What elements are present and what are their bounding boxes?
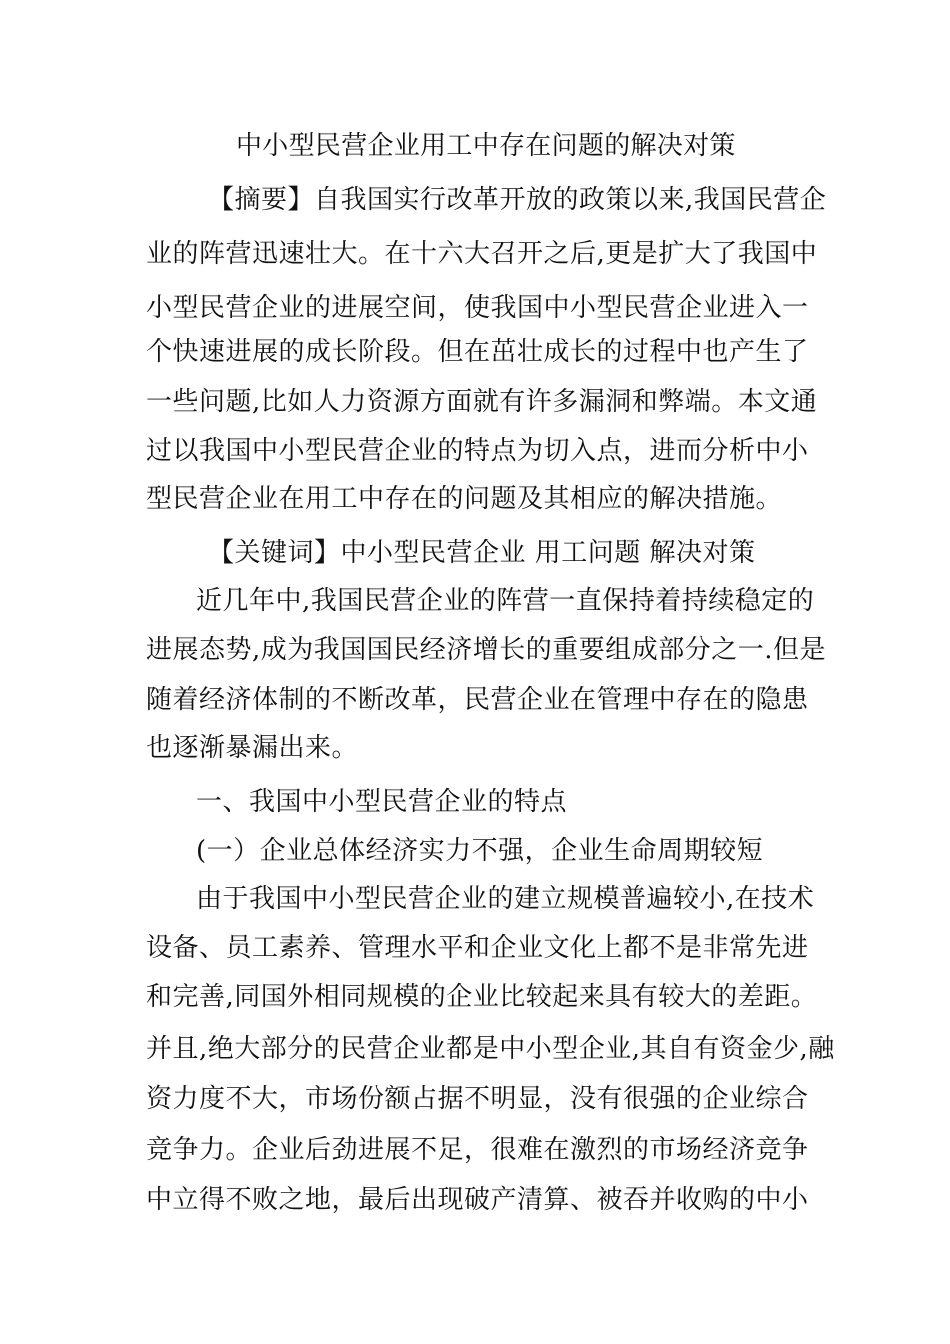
section-heading: 一、我国中小型民营企业的特点 [196, 787, 568, 817]
body-line: 随着经济体制的不断改革，民营企业在管理中存在的隐患 [146, 685, 809, 715]
body-line: 和完善,同国外相同规模的企业比较起来具有较大的差距。 [146, 982, 818, 1012]
document-title: 中小型民营企业用工中存在问题的解决对策 [236, 131, 736, 161]
body-line: 设备、员工素养、管理水平和企业文化上都不是非常先进 [146, 933, 809, 963]
body-line: 竞争力。企业后劲进展不足，很难在激烈的市场经济竞争 [146, 1135, 809, 1165]
subsection-heading: (一）企业总体经济实力不强，企业生命周期较短 [196, 836, 764, 866]
body-line: 资力度不大，市场份额占据不明显，没有很强的企业综合 [146, 1084, 809, 1114]
body-line: 近几年中,我国民营企业的阵营一直保持着持续稳定的 [196, 586, 815, 616]
abstract-line: 小型民营企业的进展空间，使我国中小型民营企业进入一 [146, 293, 809, 323]
abstract-line: 一些问题,比如人力资源方面就有许多漏洞和弊端。本文通 [146, 387, 818, 417]
body-line: 进展态势,成为我国国民经济增长的重要组成部分之一.但是 [146, 635, 827, 665]
abstract-line: 型民营企业在用工中存在的问题及其相应的解决措施。 [146, 484, 783, 514]
abstract-line: 业的阵营迅速壮大。在十六大召开之后,更是扩大了我国中 [146, 239, 818, 269]
body-line: 由于我国中小型民营企业的建立规模普遍较小,在技术 [196, 884, 815, 914]
abstract-line: 个快速进展的成长阶段。但在茁壮成长的过程中也产生了 [146, 337, 809, 367]
abstract-line: 【摘要】自我国实行改革开放的政策以来,我国民营企 [208, 185, 827, 215]
body-line: 也逐渐暴漏出来。 [146, 733, 359, 763]
body-line: 中立得不败之地，最后出现破产清算、被吞并收购的中小 [146, 1185, 809, 1215]
keywords-line: 【关键词】中小型民营企业 用工问题 解决对策 [208, 538, 756, 568]
abstract-line: 过以我国中小型民营企业的特点为切入点，进而分析中小 [146, 436, 809, 466]
body-line: 并且,绝大部分的民营企业都是中小型企业,其自有资金少,融 [146, 1034, 835, 1064]
